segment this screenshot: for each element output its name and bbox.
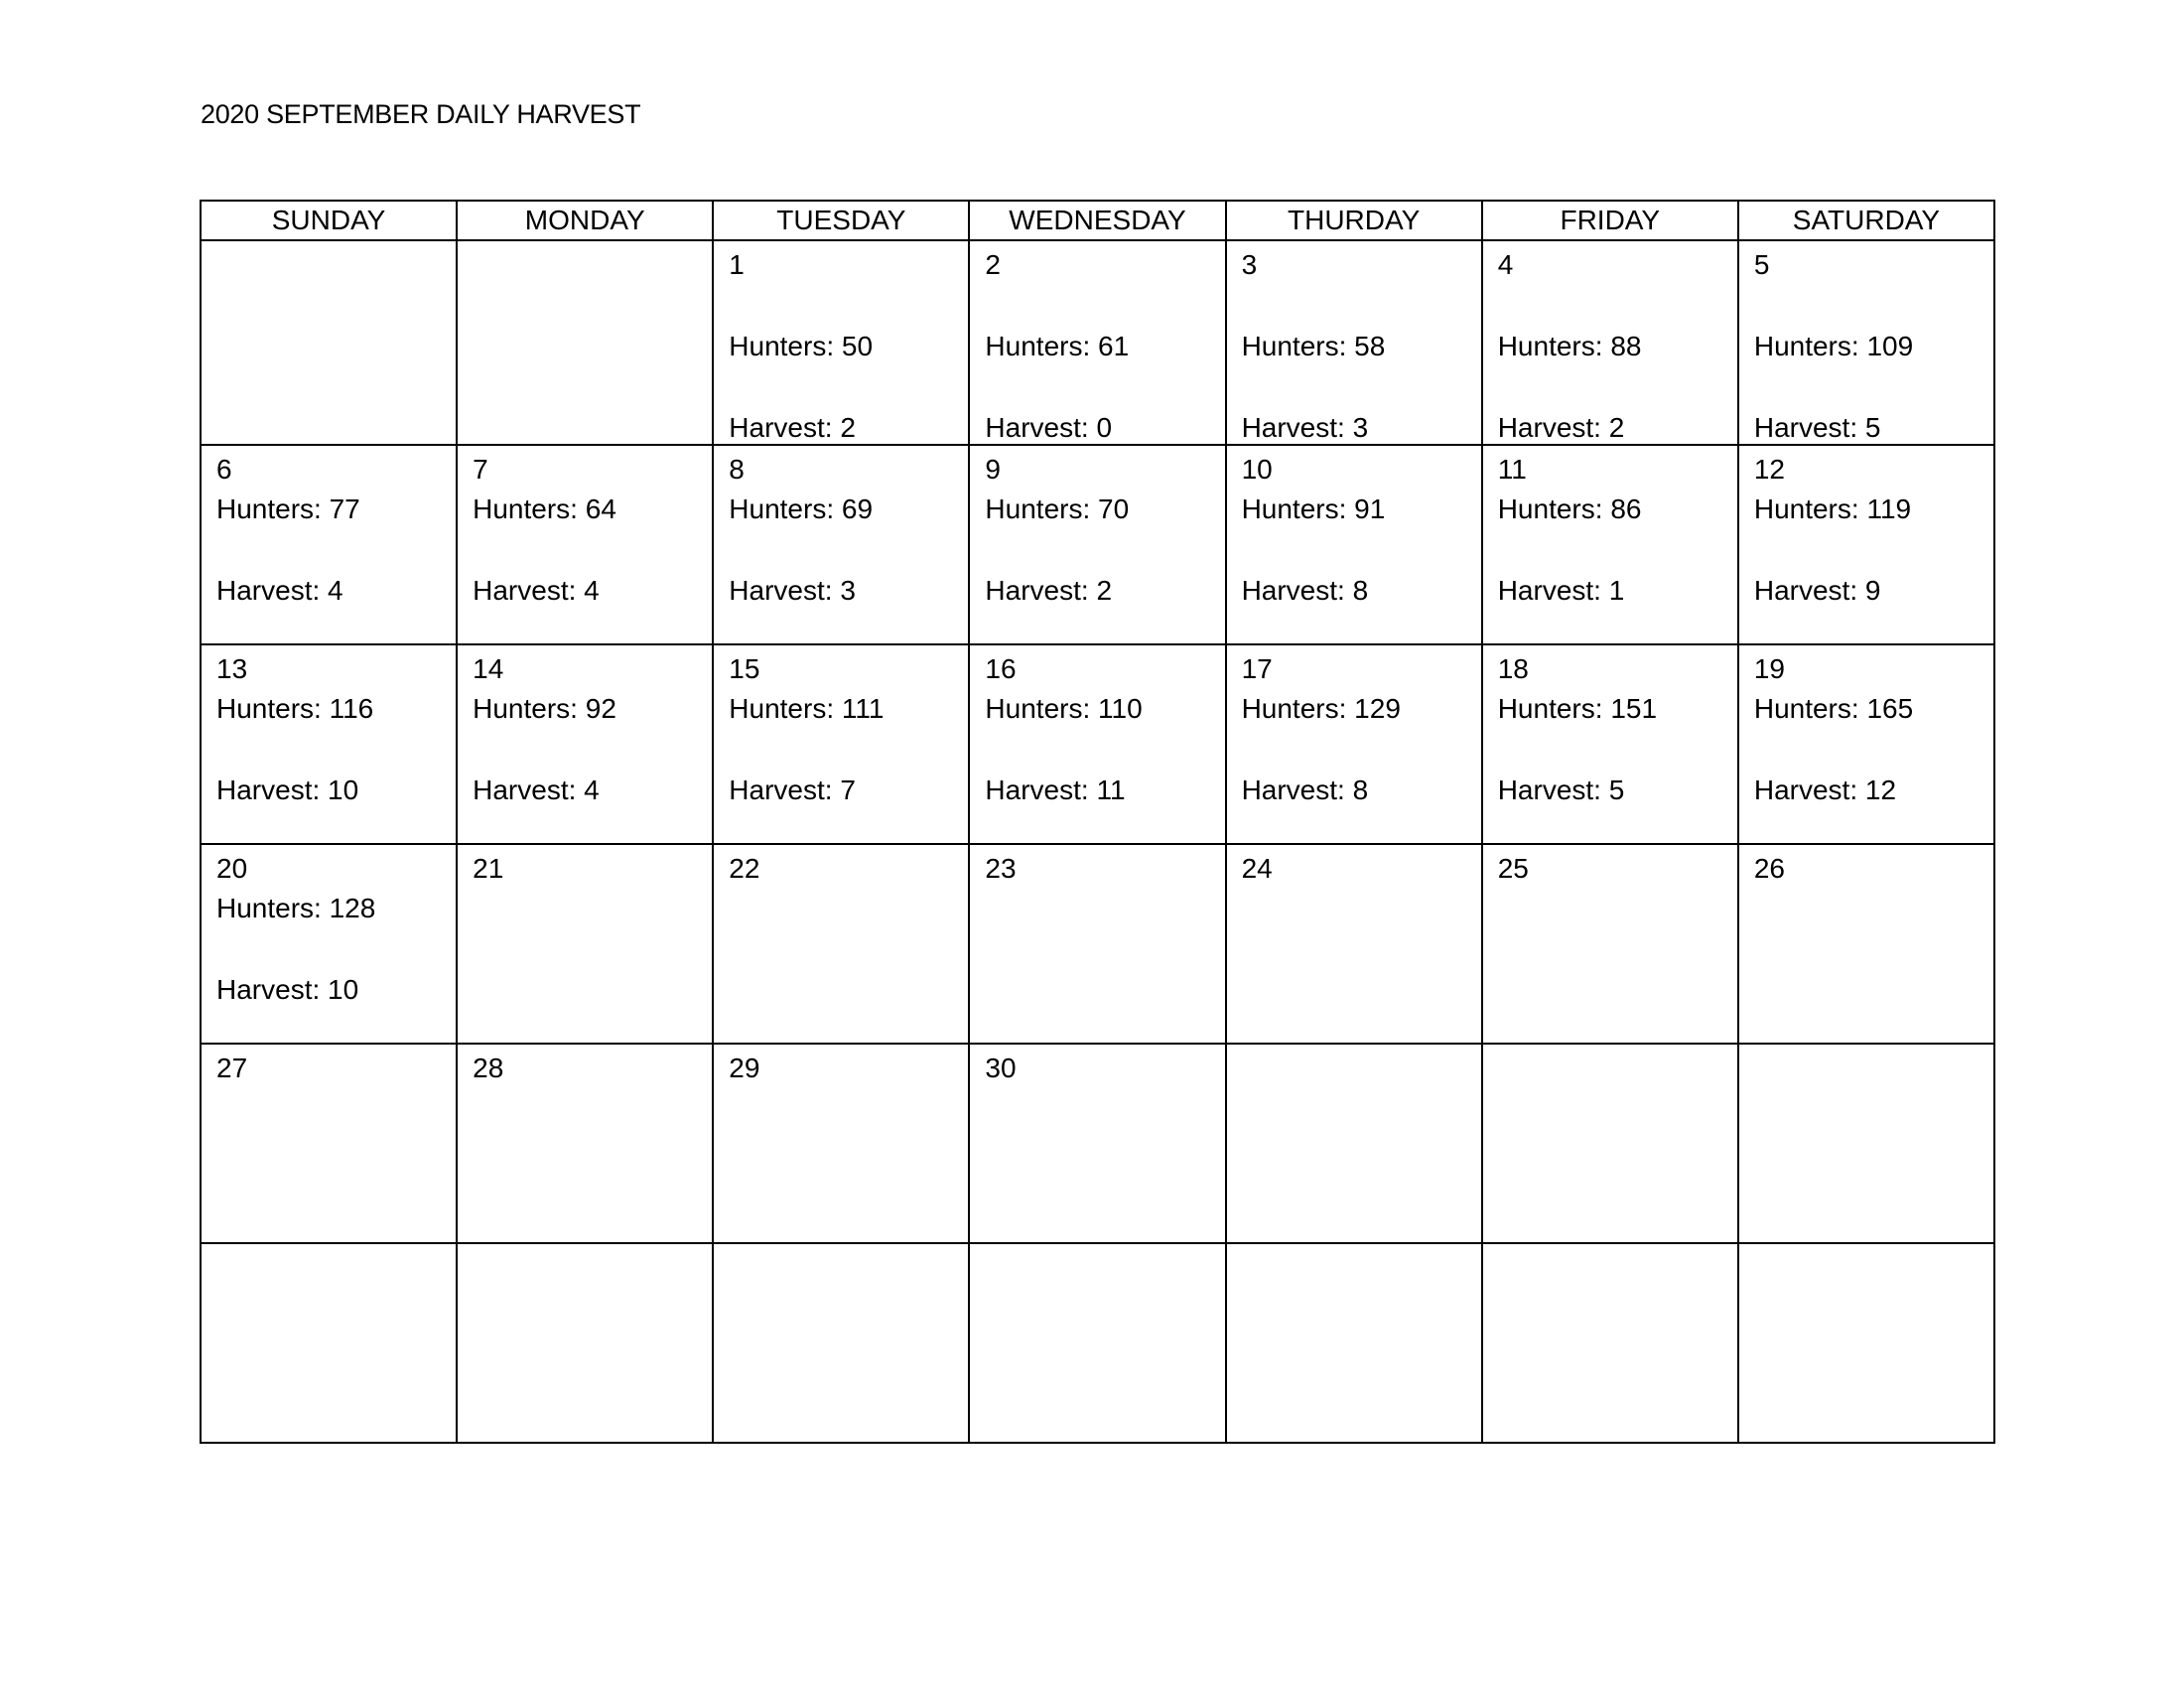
day-cell-content — [458, 645, 712, 843]
hunters-value: 111 — [841, 693, 885, 724]
day-number: 20 — [216, 853, 248, 884]
day-number: 5 — [1753, 249, 1770, 280]
day-cell — [713, 644, 969, 844]
day-cell — [713, 1243, 969, 1443]
day-cell — [969, 844, 1225, 1044]
hunters-value: 64 — [585, 493, 616, 524]
day-number: 2 — [985, 249, 1001, 280]
harvest-count — [985, 575, 1112, 607]
day-cell-content — [1483, 645, 1737, 843]
harvest-label: Harvest: — [216, 774, 329, 805]
day-number: 30 — [985, 1053, 1017, 1083]
day-cell — [1482, 1044, 1738, 1243]
harvest-value: 7 — [840, 774, 856, 805]
harvest-label: Harvest: — [473, 575, 585, 606]
hunters-value: 92 — [585, 693, 616, 724]
day-number: 13 — [216, 653, 248, 684]
harvest-label: Harvest: — [985, 412, 1097, 443]
day-cell — [1226, 240, 1482, 445]
harvest-value: 8 — [1352, 774, 1369, 805]
hunters-value: 110 — [1098, 693, 1143, 724]
day-cell-content — [1739, 241, 1993, 444]
harvest-value: 3 — [1352, 412, 1369, 443]
day-cell-content — [202, 645, 456, 843]
hunters-value: 109 — [1866, 331, 1914, 361]
harvest-count — [729, 575, 856, 607]
day-cell-content — [1227, 1244, 1481, 1442]
hunters-count — [1498, 493, 1642, 525]
day-cell — [1482, 1243, 1738, 1443]
harvest-count — [1498, 412, 1625, 444]
day-cell-content — [970, 1244, 1224, 1442]
harvest-value: 11 — [1096, 774, 1126, 805]
day-cell-content — [202, 1244, 456, 1442]
harvest-label: Harvest: — [985, 774, 1097, 805]
harvest-value: 5 — [1864, 412, 1881, 443]
harvest-value: 10 — [328, 974, 359, 1005]
day-number: 23 — [985, 853, 1017, 884]
day-number: 9 — [985, 454, 1001, 485]
day-cell-content — [1227, 446, 1481, 643]
day-number: 14 — [473, 653, 504, 684]
day-cell-content — [202, 446, 456, 643]
day-cell — [201, 1243, 457, 1443]
day-number: 18 — [1497, 653, 1529, 684]
day-cell — [1738, 445, 1994, 644]
hunters-count — [985, 493, 1129, 525]
harvest-label: Harvest: — [729, 412, 841, 443]
day-cell-content — [970, 241, 1224, 444]
day-cell — [1738, 1044, 1994, 1243]
hunters-count — [1242, 493, 1386, 525]
hunters-count — [216, 893, 375, 924]
day-cell-content — [202, 241, 456, 444]
day-cell-content — [714, 241, 968, 444]
hunters-count — [729, 693, 884, 725]
hunters-count — [216, 693, 373, 725]
harvest-label: Harvest: — [1753, 575, 1865, 606]
day-cell-content — [714, 1244, 968, 1442]
day-number: 12 — [1753, 454, 1785, 485]
day-cell — [457, 1044, 713, 1243]
day-cell — [1738, 240, 1994, 445]
harvest-label: Harvest: — [473, 774, 585, 805]
day-cell-content — [1739, 1045, 1993, 1242]
week-row — [201, 240, 1994, 445]
day-number: 17 — [1241, 653, 1273, 684]
hunters-count — [1498, 693, 1657, 725]
day-cell — [457, 445, 713, 644]
day-cell — [1226, 445, 1482, 644]
day-number: 3 — [1241, 249, 1258, 280]
harvest-label: Harvest: — [985, 575, 1097, 606]
hunters-label: Hunters: — [729, 331, 842, 361]
weekday-header-3: WEDNESDAY — [969, 201, 1225, 240]
calendar-body — [201, 240, 1994, 1443]
day-number: 25 — [1497, 853, 1529, 884]
hunters-value: 116 — [329, 693, 374, 724]
day-cell-content — [1227, 645, 1481, 843]
hunters-value: 69 — [841, 493, 874, 524]
day-cell-content — [714, 1045, 968, 1242]
harvest-count — [1242, 774, 1369, 806]
hunters-count — [216, 493, 360, 525]
day-cell — [457, 1243, 713, 1443]
day-number: 22 — [729, 853, 760, 884]
week-row — [201, 445, 1994, 644]
harvest-value: 9 — [1864, 575, 1881, 606]
harvest-label: Harvest: — [729, 774, 841, 805]
day-number: 29 — [729, 1053, 760, 1083]
harvest-count — [1498, 575, 1625, 607]
day-cell-content — [714, 446, 968, 643]
weekday-header-row — [201, 201, 1994, 240]
hunters-label: Hunters: — [729, 493, 842, 524]
day-cell — [201, 1044, 457, 1243]
day-number: 4 — [1497, 249, 1514, 280]
day-cell — [1226, 1044, 1482, 1243]
day-cell — [1226, 1243, 1482, 1443]
hunters-label: Hunters: — [1753, 331, 1867, 361]
weekday-header-2: TUESDAY — [713, 201, 969, 240]
weekday-header-4: THURDAY — [1226, 201, 1482, 240]
day-cell — [201, 240, 457, 445]
harvest-value: 3 — [840, 575, 856, 606]
harvest-label: Harvest: — [1497, 774, 1609, 805]
hunters-label: Hunters: — [473, 693, 586, 724]
week-row — [201, 1044, 1994, 1243]
hunters-count — [985, 693, 1142, 725]
hunters-count — [729, 331, 873, 362]
harvest-value: 0 — [1096, 412, 1113, 443]
day-cell-content — [970, 645, 1224, 843]
day-cell — [713, 1044, 969, 1243]
day-cell-content — [1483, 1045, 1737, 1242]
hunters-label: Hunters: — [1753, 493, 1867, 524]
harvest-label: Harvest: — [1753, 774, 1865, 805]
harvest-label: Harvest: — [1241, 575, 1353, 606]
day-number: 16 — [985, 653, 1017, 684]
harvest-count — [216, 774, 358, 806]
week-row — [201, 1243, 1994, 1443]
harvest-value: 2 — [840, 412, 856, 443]
harvest-label: Harvest: — [1241, 774, 1353, 805]
day-number: 21 — [473, 853, 504, 884]
harvest-count — [216, 974, 358, 1006]
weekday-header-6: SATURDAY — [1738, 201, 1994, 240]
harvest-count — [1754, 412, 1881, 444]
hunters-count — [1242, 693, 1401, 725]
hunters-count — [1498, 331, 1642, 362]
harvest-count — [216, 575, 343, 607]
day-cell-content — [970, 1045, 1224, 1242]
day-number: 26 — [1753, 853, 1785, 884]
day-cell — [713, 445, 969, 644]
day-cell — [1226, 644, 1482, 844]
weekday-header-1: MONDAY — [457, 201, 713, 240]
day-number: 19 — [1753, 653, 1785, 684]
hunters-value: 70 — [1098, 493, 1130, 524]
harvest-count — [473, 575, 600, 607]
harvest-value: 4 — [584, 774, 600, 805]
hunters-count — [985, 331, 1129, 362]
harvest-count — [985, 412, 1112, 444]
hunters-label: Hunters: — [1497, 693, 1611, 724]
day-cell-content — [1483, 241, 1737, 444]
day-cell-content — [458, 446, 712, 643]
day-cell-content — [1739, 845, 1993, 1043]
hunters-value: 165 — [1866, 693, 1914, 724]
day-number: 1 — [729, 249, 745, 280]
day-cell-content — [1483, 1244, 1737, 1442]
harvest-label: Harvest: — [1241, 412, 1353, 443]
day-number: 8 — [729, 454, 745, 485]
hunters-value: 151 — [1610, 693, 1658, 724]
day-cell — [457, 844, 713, 1044]
hunters-label: Hunters: — [216, 693, 330, 724]
day-cell — [1738, 644, 1994, 844]
hunters-count — [473, 493, 616, 525]
day-number: 10 — [1241, 454, 1273, 485]
hunters-value: 58 — [1354, 331, 1386, 361]
day-cell — [969, 445, 1225, 644]
harvest-value: 2 — [1608, 412, 1625, 443]
hunters-label: Hunters: — [985, 493, 1099, 524]
day-cell-content — [1483, 446, 1737, 643]
day-cell — [713, 240, 969, 445]
hunters-label: Hunters: — [473, 493, 586, 524]
harvest-value: 12 — [1864, 774, 1897, 805]
hunters-count — [1242, 331, 1386, 362]
day-cell — [1738, 1243, 1994, 1443]
day-cell — [201, 445, 457, 644]
harvest-label: Harvest: — [216, 575, 329, 606]
harvest-value: 4 — [584, 575, 600, 606]
hunters-value: 50 — [841, 331, 874, 361]
harvest-count — [473, 774, 600, 806]
harvest-label: Harvest: — [1497, 412, 1609, 443]
harvest-label: Harvest: — [729, 575, 841, 606]
day-cell-content — [202, 1045, 456, 1242]
harvest-count — [1242, 412, 1369, 444]
hunters-count — [1754, 331, 1913, 362]
day-cell — [1482, 644, 1738, 844]
day-cell-content — [1739, 446, 1993, 643]
hunters-label: Hunters: — [216, 493, 330, 524]
day-cell-content — [458, 241, 712, 444]
hunters-value: 119 — [1866, 493, 1912, 524]
hunters-value: 86 — [1610, 493, 1642, 524]
day-number: 28 — [473, 1053, 504, 1083]
harvest-value: 5 — [1608, 774, 1625, 805]
day-cell — [457, 644, 713, 844]
hunters-value: 61 — [1098, 331, 1130, 361]
day-cell-content — [1739, 1244, 1993, 1442]
harvest-count — [1754, 575, 1881, 607]
day-cell-content — [714, 845, 968, 1043]
day-cell-content — [458, 845, 712, 1043]
day-cell — [969, 240, 1225, 445]
day-cell-content — [1227, 241, 1481, 444]
harvest-count — [1498, 774, 1625, 806]
day-cell-content — [458, 1045, 712, 1242]
day-cell — [969, 644, 1225, 844]
hunters-value: 128 — [329, 893, 376, 923]
week-row — [201, 844, 1994, 1044]
hunters-value: 91 — [1354, 493, 1386, 524]
day-number: 6 — [216, 454, 232, 485]
harvest-count — [1754, 774, 1896, 806]
day-cell — [713, 844, 969, 1044]
harvest-label: Harvest: — [216, 974, 329, 1005]
hunters-label: Hunters: — [1753, 693, 1867, 724]
day-cell — [201, 644, 457, 844]
hunters-label: Hunters: — [729, 693, 842, 724]
harvest-count — [729, 774, 856, 806]
hunters-label: Hunters: — [1241, 693, 1355, 724]
weekday-header-5: FRIDAY — [1482, 201, 1738, 240]
day-cell-content — [458, 1244, 712, 1442]
hunters-label: Hunters: — [985, 331, 1099, 361]
harvest-value: 4 — [328, 575, 343, 606]
day-cell-content — [1483, 845, 1737, 1043]
hunters-label: Hunters: — [985, 693, 1099, 724]
day-cell — [1226, 844, 1482, 1044]
day-cell-content — [1739, 645, 1993, 843]
day-cell-content — [970, 446, 1224, 643]
harvest-count — [1242, 575, 1369, 607]
day-number: 27 — [216, 1053, 248, 1083]
harvest-label: Harvest: — [1497, 575, 1609, 606]
day-cell — [969, 1044, 1225, 1243]
day-cell — [1482, 445, 1738, 644]
day-cell-content — [714, 645, 968, 843]
hunters-count — [729, 493, 873, 525]
hunters-label: Hunters: — [1241, 493, 1355, 524]
day-cell — [1482, 844, 1738, 1044]
harvest-value: 10 — [328, 774, 359, 805]
weekday-header-0: SUNDAY — [201, 201, 457, 240]
harvest-value: 8 — [1352, 575, 1369, 606]
day-number: 15 — [729, 653, 760, 684]
hunters-count — [1754, 493, 1911, 525]
hunters-label: Hunters: — [1497, 331, 1611, 361]
day-cell — [1482, 240, 1738, 445]
hunters-value: 77 — [329, 493, 360, 524]
page-title: 2020 SEPTEMBER DAILY HARVEST — [201, 99, 641, 129]
harvest-value: 1 — [1608, 575, 1625, 606]
harvest-count — [729, 412, 856, 444]
day-cell-content — [1227, 845, 1481, 1043]
day-cell — [1738, 844, 1994, 1044]
hunters-value: 88 — [1610, 331, 1642, 361]
day-number: 7 — [473, 454, 488, 485]
harvest-label: Harvest: — [1753, 412, 1865, 443]
week-row — [201, 644, 1994, 844]
harvest-count — [985, 774, 1125, 806]
calendar-table — [200, 200, 1995, 1444]
day-cell-content — [970, 845, 1224, 1043]
hunters-count — [473, 693, 616, 725]
hunters-value: 129 — [1354, 693, 1401, 724]
day-cell — [969, 1243, 1225, 1443]
hunters-label: Hunters: — [1497, 493, 1611, 524]
hunters-label: Hunters: — [216, 893, 330, 923]
day-number: 11 — [1497, 454, 1527, 485]
day-cell — [457, 240, 713, 445]
day-cell-content — [202, 845, 456, 1043]
hunters-label: Hunters: — [1241, 331, 1355, 361]
day-cell — [201, 844, 457, 1044]
harvest-value: 2 — [1096, 575, 1113, 606]
day-number: 24 — [1241, 853, 1273, 884]
hunters-count — [1754, 693, 1913, 725]
day-cell-content — [1227, 1045, 1481, 1242]
